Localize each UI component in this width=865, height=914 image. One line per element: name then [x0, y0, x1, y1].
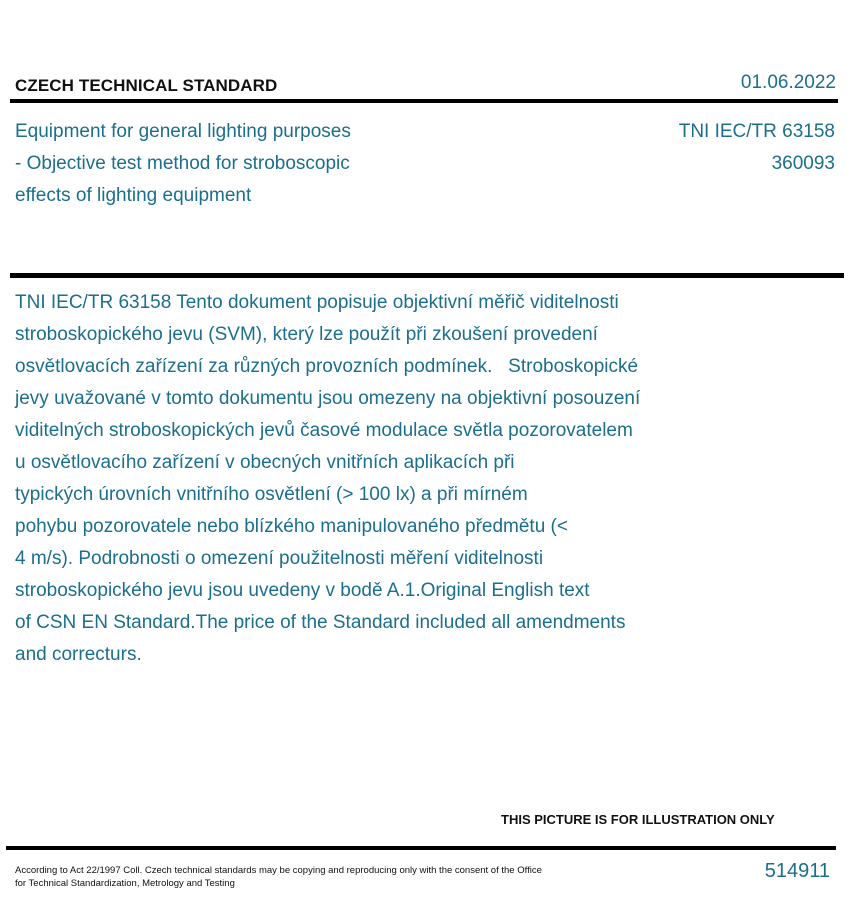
- description-line: and correcturs.: [15, 644, 142, 665]
- standard-code: TNI IEC/TR 63158: [678, 121, 835, 142]
- standard-title: [15, 116, 435, 212]
- document-id: 514911: [764, 860, 830, 882]
- description-line: TNI IEC/TR 63158 Tento dokument popisuje objektivní měřič viditelnosti: [15, 292, 619, 313]
- standard-title-line: Equipment for general lighting purposes: [15, 121, 351, 142]
- description-line: viditelných stroboskopických jevů časové modulace světla pozorovatelem: [15, 420, 633, 441]
- standard-title-line: effects of lighting equipment: [15, 185, 252, 206]
- illustration-disclaimer: THIS PICTURE IS FOR ILLUSTRATION ONLY: [501, 812, 775, 827]
- description-line: jevy uvažované v tomto dokumentu jsou omezeny na objektivní posouzení: [15, 388, 641, 409]
- footer-divider: [6, 846, 836, 850]
- description-line: 4 m/s). Podrobnosti o omezení použitelnosti měření viditelnosti: [15, 548, 544, 569]
- description-line: u osvětlovacího zařízení v obecných vnitřních aplikacích při: [15, 452, 515, 473]
- description-line: of CSN EN Standard.The price of the Standard included all amendments: [15, 612, 626, 633]
- description-line: stroboskopického jevu jsou uvedeny v bodě A.1.Original English text: [15, 580, 590, 601]
- catalog-number: 360093: [771, 153, 835, 174]
- description-line: osvětlovacích zařízení za různých provozních podmínek. Stroboskopické: [15, 356, 639, 377]
- publication-date: 01.06.2022: [740, 72, 836, 93]
- description-line: pohybu pozorovatele nebo blízkého manipulovaného předmětu (<: [15, 516, 568, 537]
- document-type-heading: CZECH TECHNICAL STANDARD: [15, 76, 278, 95]
- standard-description: [15, 287, 775, 671]
- description-line: typických úrovních vnitřního osvětlení (> 100 lx) a při mírném: [15, 484, 528, 505]
- copyright-note-line: for Technical Standardization, Metrology and Testing: [15, 878, 235, 889]
- title-divider: [10, 273, 844, 278]
- copyright-note: [15, 864, 615, 890]
- standard-identifiers: [679, 116, 835, 180]
- copyright-note-line: According to Act 22/1997 Coll. Czech technical standards may be copying and reproducing only with the consent of the Office: [15, 865, 542, 876]
- standard-title-line: - Objective test method for stroboscopic: [15, 153, 350, 174]
- header-divider: [10, 99, 838, 103]
- description-line: stroboskopického jevu (SVM), který lze použít při zkoušení provedení: [15, 324, 598, 345]
